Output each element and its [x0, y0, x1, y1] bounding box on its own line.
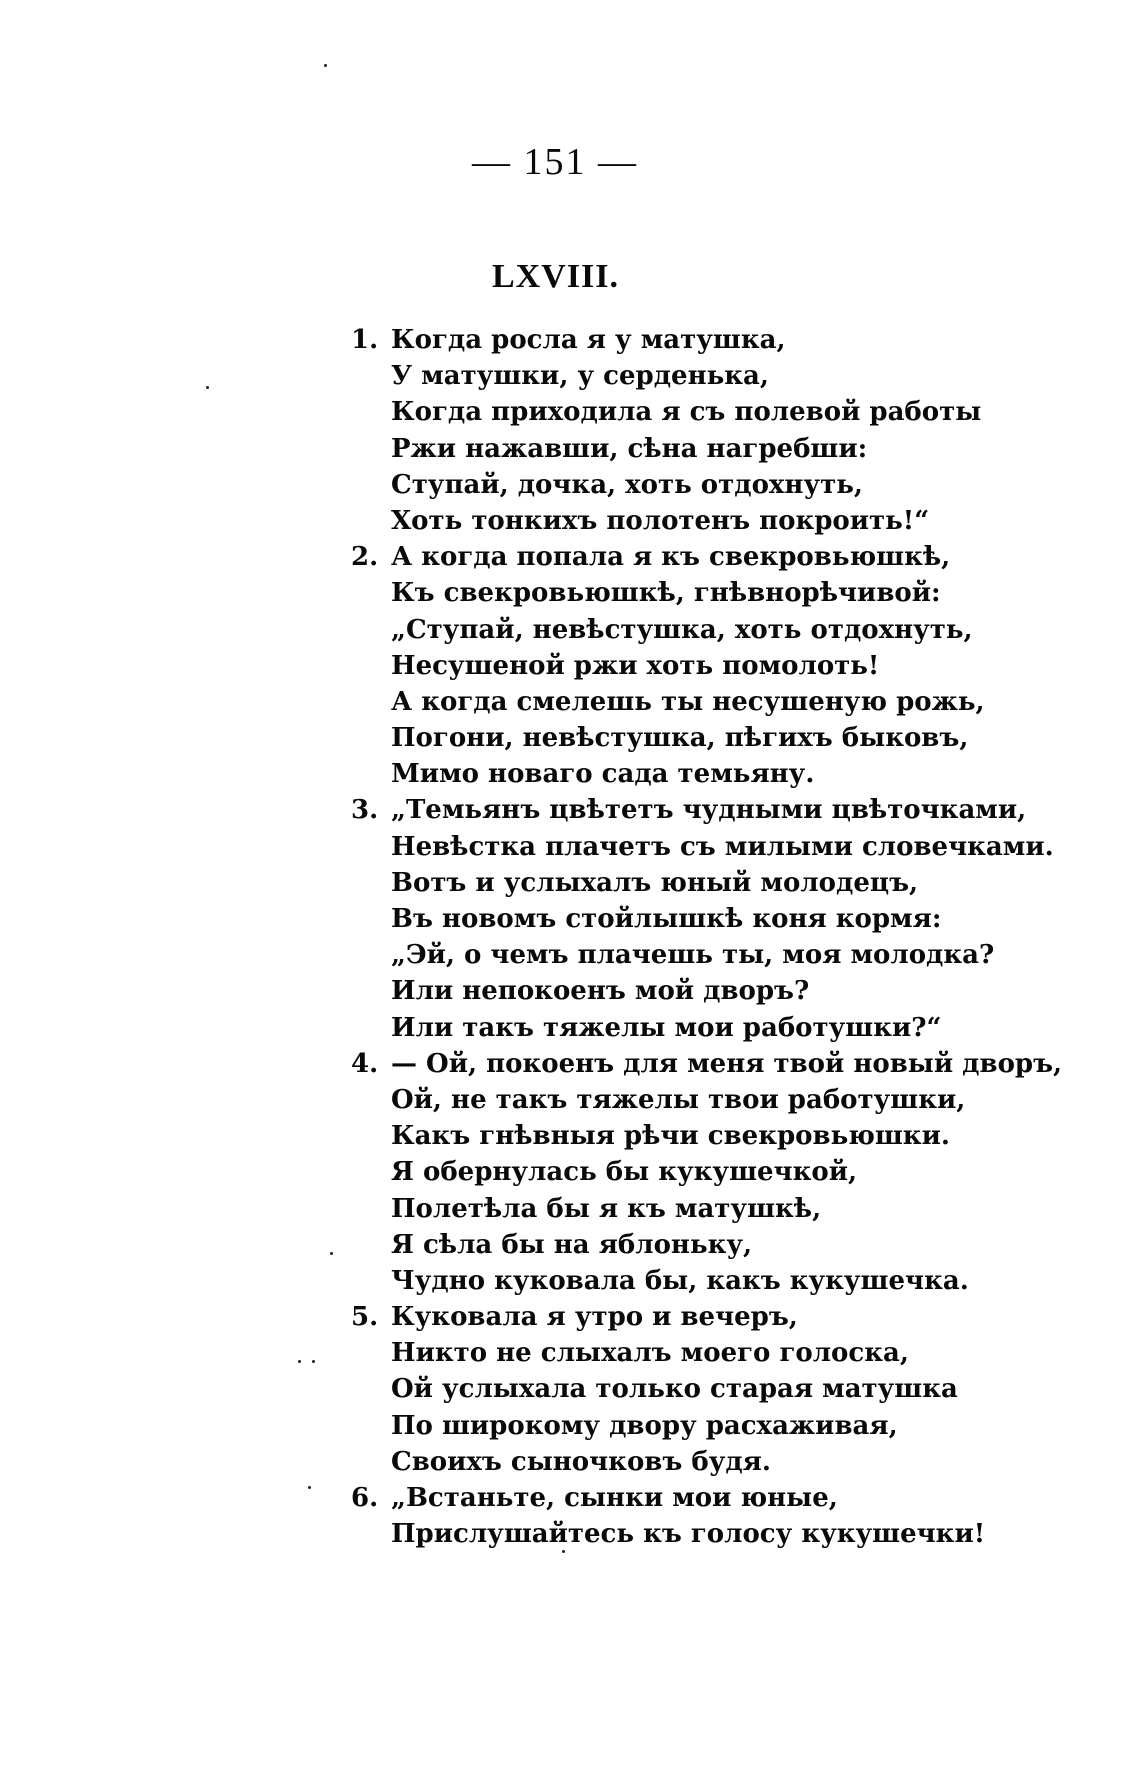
poem-line-text: Невѣстка плачетъ съ милыми словечками.	[391, 831, 1054, 862]
poem-line	[355, 1227, 1075, 1263]
poem-line-text: Ой, не такъ тяжелы твои работушки,	[391, 1084, 966, 1115]
poem-line	[355, 937, 1075, 973]
poem-line	[355, 612, 1075, 648]
poem-line	[355, 829, 1075, 865]
poem-line	[355, 865, 1075, 901]
poem-line-text: Ступай, дочка, хоть отдохнуть,	[391, 469, 863, 500]
poem-line	[355, 1408, 1075, 1444]
poem-line-text: Полетѣла бы я къ матушкѣ,	[391, 1193, 822, 1224]
stanza-number: 5.	[351, 1302, 379, 1333]
poem-line-text: Ой услыхала только старая матушка	[391, 1374, 958, 1405]
poem-line	[355, 1010, 1075, 1046]
poem-line-text: Хоть тонкихъ полотенъ покроить!“	[391, 505, 930, 536]
poem-line-text: Чудно куковала бы, какъ кукушечка.	[391, 1265, 969, 1296]
poem-line-text: Или такъ тяжелы мои работушки?“	[391, 1012, 942, 1043]
poem-line	[355, 1082, 1075, 1118]
poem-line	[355, 1444, 1075, 1480]
scan-speck	[330, 1252, 333, 1255]
poem-line-text: Прислушайтесь къ голосу кукушечки!	[391, 1519, 986, 1550]
stanza-number: 4.	[351, 1048, 379, 1079]
poem-line	[355, 1263, 1075, 1299]
poem-line-text: Своихъ сыночковъ будя.	[391, 1446, 771, 1477]
poem-line	[355, 1335, 1075, 1371]
poem-line	[355, 648, 1075, 684]
poem-line	[351, 792, 1075, 828]
poem-line	[355, 467, 1075, 503]
poem-line-text: — Ой, покоенъ для меня твой новый дворъ,	[391, 1048, 1063, 1079]
poem-line-text: Куковала я утро и вечеръ,	[391, 1302, 798, 1333]
poem-line-text: „Встаньте, сынки мои юные,	[391, 1483, 838, 1513]
poem-line-text: А когда попала я къ свекровьюшкѣ,	[391, 542, 951, 573]
poem-line-text: Никто не слыхалъ моего голоска,	[391, 1338, 909, 1369]
poem-line-text: „Эй, о чемъ плачешь ты, моя молодка?	[391, 940, 995, 971]
poem-line-text: „Темьянъ цвѣтетъ чудными цвѣточками,	[391, 795, 1027, 826]
poem-line	[355, 684, 1075, 720]
poem-line	[355, 756, 1075, 792]
poem-line	[355, 394, 1075, 430]
poem-line	[351, 539, 1075, 575]
poem-line	[355, 1154, 1075, 1190]
poem-line-text: У матушки, у серденька,	[391, 361, 769, 392]
scan-speck	[298, 1360, 301, 1363]
poem-line	[351, 1046, 1075, 1082]
poem-line-text: А когда смелешь ты несушеную рожь,	[391, 686, 985, 717]
poem-line-text: Когда росла я у матушка,	[391, 325, 786, 355]
poem-line	[355, 358, 1075, 394]
poem-line-text: Погони, невѣстушка, пѣгихъ быковъ,	[391, 723, 969, 754]
poem-line	[355, 431, 1075, 467]
poem-line-text: Мимо новаго сада темьяну.	[391, 759, 815, 790]
poem-line	[355, 720, 1075, 756]
poem-line-text: Я сѣла бы на яблоньку,	[391, 1229, 753, 1260]
poem-line-text: „Ступай, невѣстушка, хоть отдохнуть,	[391, 614, 973, 645]
stanza-number: 2.	[351, 542, 379, 573]
poem-line-text: Или непокоенъ мой дворъ?	[391, 976, 810, 1007]
poem-line	[355, 503, 1075, 539]
scan-speck	[308, 1486, 311, 1489]
poem-line-text: Вотъ и услыхалъ юный молодецъ,	[391, 867, 919, 898]
poem-line-text: Какъ гнѣвныя рѣчи свекровьюшки.	[391, 1121, 950, 1152]
poem-line	[351, 322, 1075, 358]
scan-speck	[206, 386, 209, 389]
poem-line	[355, 575, 1075, 611]
poem-line	[351, 1480, 1075, 1516]
poem-line	[355, 1516, 1075, 1552]
scan-speck	[562, 1550, 565, 1553]
scan-speck	[324, 64, 327, 67]
poem-line-text: Несушеной ржи хоть помолоть!	[391, 650, 880, 681]
stanza-number: 3.	[351, 795, 379, 826]
poem-line	[355, 1371, 1075, 1407]
scan-speck	[312, 1360, 315, 1363]
poem-line	[355, 973, 1075, 1009]
poem-line-text: Я обернулась бы кукушечкой,	[391, 1157, 858, 1188]
stanza-number: 6.	[351, 1483, 379, 1513]
page-number: — 151 —	[472, 141, 638, 183]
poem-line	[351, 1299, 1075, 1335]
poem-body	[351, 322, 1075, 1552]
poem-heading: LXVIII.	[492, 258, 619, 295]
poem-line	[355, 1118, 1075, 1154]
poem-line-text: По широкому двору расхаживая,	[391, 1410, 898, 1441]
poem-line-text: Въ новомъ стойлышкѣ коня кормя:	[391, 904, 942, 934]
poem-line	[355, 901, 1075, 937]
poem-line	[355, 1191, 1075, 1227]
poem-line-text: Когда приходила я съ полевой работы	[391, 397, 982, 428]
stanza-number: 1.	[351, 325, 379, 355]
poem-line-text: Ржи нажавши, сѣна нагребши:	[391, 433, 868, 464]
poem-line-text: Къ свекровьюшкѣ, гнѣвнорѣчивой:	[391, 578, 941, 609]
